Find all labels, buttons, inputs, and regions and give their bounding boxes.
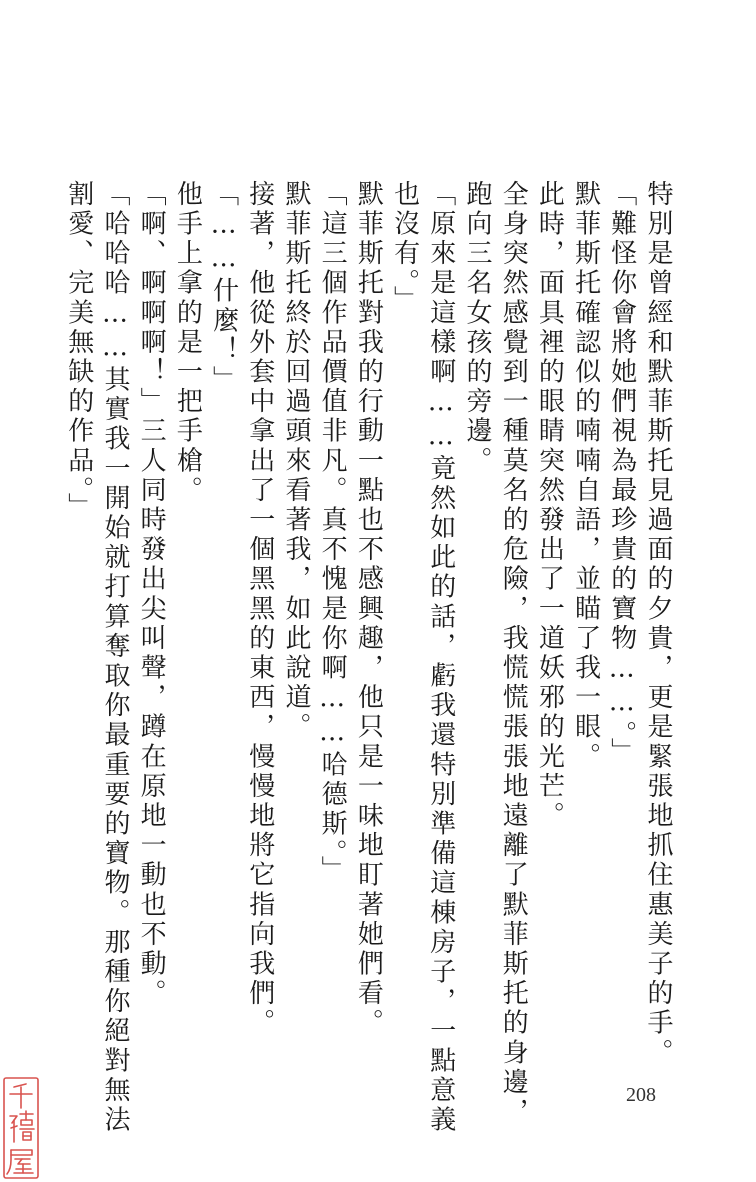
text-column-8: 也沒有。」 [389, 180, 420, 315]
text-column-13: 「……什麼！」 [208, 180, 239, 396]
text-column-12: 接著，他從外套中拿出了一個黑黑的東西，慢慢地將它指向我們。 [244, 180, 275, 1039]
text-column-6: 跑向三名女孩的旁邊。 [461, 180, 492, 476]
text-column-5: 全身突然感覺到一種莫名的危險，我慌慌張張地遠離了默菲斯托的身邊， [498, 180, 529, 1128]
text-column-1: 特別是曾經和默菲斯托見過面的夕貴，更是緊張地抓住惠美子的手。 [643, 180, 673, 1068]
text-column-16: 「哈哈哈……其實我一開始就打算奪取你最重要的寶物。那種你絕對無法 [99, 180, 130, 1136]
seal-stamp-icon [2, 1076, 40, 1180]
text-column-17: 割愛、完美無缺的作品。」 [63, 180, 94, 523]
text-column-9: 默菲斯托對我的行動一點也不感興趣，他只是一味地盯著她們看。 [353, 180, 384, 1039]
text-column-14: 他手上拿的是一把手槍。 [172, 180, 203, 506]
text-column-11: 默菲斯托終於回過頭來看著我，如此說道。 [280, 180, 311, 743]
text-column-15: 「啊、啊啊啊！」三人同時發出尖叫聲，蹲在原地一動也不動。 [136, 180, 167, 1009]
text-column-10: 「這三個作品價值非凡。真不愧是你啊……哈德斯。」 [317, 180, 348, 886]
text-column-2: 「難怪你會將她們視為最珍貴的寶物……。」 [606, 180, 637, 767]
text-column-3: 默菲斯托確認似的喃喃自語，並瞄了我一眼。 [570, 180, 601, 772]
page-number: 208 [626, 1084, 656, 1106]
text-column-7: 「原來是這樣啊……竟然如此的話，虧我還特別準備這棟房子，一點意義 [425, 180, 456, 1136]
text-column-4: 此時，面具裡的眼睛突然發出了一道妖邪的光芒。 [534, 180, 565, 832]
